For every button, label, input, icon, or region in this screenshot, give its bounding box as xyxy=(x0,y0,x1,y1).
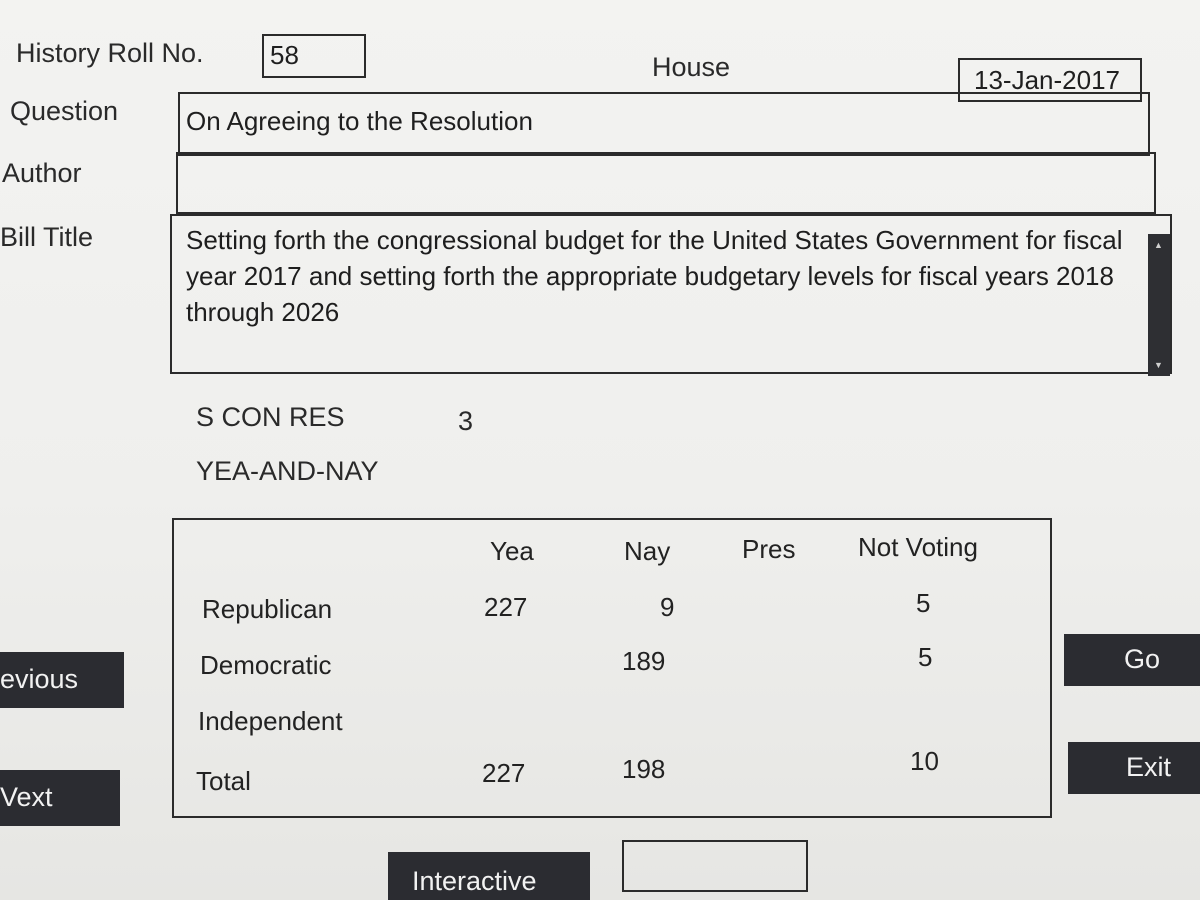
bill-title-label: Bill Title xyxy=(0,222,94,252)
vote-date-field[interactable]: 13-Jan-2017 xyxy=(958,58,1142,102)
bill-title-text: Setting forth the congressional budget for the United States Government for fiscal year 2017 and setting forth the appropriate budgetary levels for fiscal years 2018 through 2026 xyxy=(186,225,1123,327)
history-roll-label: History Roll No. xyxy=(16,38,204,68)
cell-democratic-nay: 189 xyxy=(622,646,666,676)
interactive-button[interactable]: Interactive xyxy=(388,852,590,900)
row-label-total: Total xyxy=(196,766,251,796)
column-header-not-voting: Not Voting xyxy=(858,532,978,562)
previous-button[interactable]: evious xyxy=(0,652,124,708)
cell-total-not-voting: 10 xyxy=(910,746,939,776)
bill-title-textarea[interactable] xyxy=(170,214,1172,374)
next-button[interactable]: Vext xyxy=(0,770,120,826)
measure-number: 3 xyxy=(458,406,474,436)
go-button[interactable]: Go xyxy=(1064,634,1200,686)
row-label-independent: Independent xyxy=(198,706,343,736)
cell-republican-yea: 227 xyxy=(484,592,528,622)
chamber-label: House xyxy=(652,52,731,82)
vote-type: YEA-AND-NAY xyxy=(196,456,379,486)
history-roll-input[interactable]: 58 xyxy=(262,34,366,78)
question-label: Question xyxy=(10,96,119,126)
interactive-input[interactable] xyxy=(622,840,808,892)
cell-total-nay: 198 xyxy=(622,754,666,784)
measure-type: S CON RES xyxy=(196,402,345,432)
author-label: Author xyxy=(2,158,82,188)
exit-button[interactable]: Exit xyxy=(1068,742,1200,794)
bill-title-scrollbar[interactable] xyxy=(1148,234,1170,376)
column-header-yea: Yea xyxy=(490,536,534,566)
vote-tally-table xyxy=(172,518,1052,818)
row-label-democratic: Democratic xyxy=(200,650,332,680)
column-header-nay: Nay xyxy=(624,536,671,566)
question-input[interactable]: On Agreeing to the Resolution xyxy=(178,92,1150,156)
cell-republican-not-voting: 5 xyxy=(916,588,931,618)
cell-republican-nay: 9 xyxy=(660,592,675,622)
cell-democratic-not-voting: 5 xyxy=(918,642,933,672)
scroll-up-icon[interactable]: ▲ xyxy=(1154,240,1163,250)
column-header-pres: Pres xyxy=(742,534,796,564)
cell-total-yea: 227 xyxy=(482,758,526,788)
row-label-republican: Republican xyxy=(202,594,333,624)
author-input[interactable] xyxy=(176,152,1156,214)
scroll-down-icon[interactable]: ▼ xyxy=(1154,360,1163,370)
